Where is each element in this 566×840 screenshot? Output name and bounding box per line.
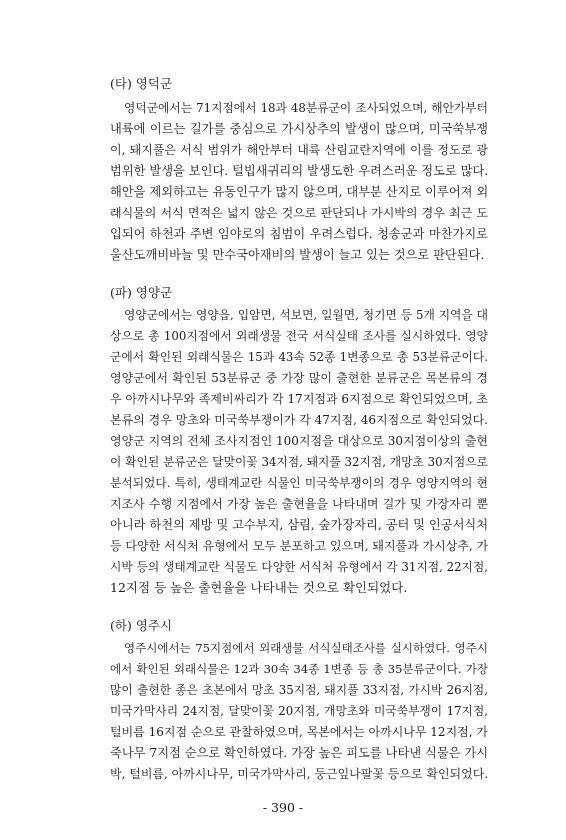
paragraph-line: 에서 확인된 외래식물은 12과 30속 34종 1변종 등 총 35분류군이다. 가장: [110, 662, 488, 676]
paragraph-line: 영양군 지역의 전체 조사지점인 100지점을 대상으로 30지점이상의 출현: [110, 434, 488, 448]
paragraph-line: 12지점 등 높은 출현율을 나타내는 것으로 확인되었다.: [110, 580, 408, 595]
paragraph-line: 이, 돼지풀은 서식 범위가 해안부터 내륙 산림교란지역에 이를 정도로 광: [110, 143, 488, 157]
section-heading-yeongdeok: (타) 영덕군: [110, 76, 173, 91]
paragraph-line: 미국가막사리 24지점, 달맞이꽃 20지점, 개망초와 미국쑥부쟁이 17지점,: [110, 704, 488, 718]
paragraph-line: 박, 털비름, 아까시나무, 미국가막사리, 둥근잎나팔꽃 등으로 확인되었다.: [110, 767, 488, 781]
paragraph-line: 해안을 제외하고는 유동인구가 많지 않으며, 대부분 산지로 이루어져 외: [110, 185, 488, 199]
paragraph-line: 지조사 수행 지점에서 가장 높은 출현율을 나타내며 길가 및 가장자리 뿐: [110, 497, 488, 511]
paragraph-line: 아니라 하천의 제방 및 고수부지, 삼림, 숲가장자리, 공터 및 인공서식처: [110, 518, 488, 532]
paragraph-line: 군에서 확인된 외래식물은 15과 43속 52종 1변종으로 총 53분류군이다.: [110, 350, 488, 364]
paragraph-line: 털비름 16지점 순으로 관찰하였으며, 목본에서는 아까시나무 12지점, 가: [110, 725, 488, 739]
paragraph-line: 영양군에서 확인된 53분류군 중 가장 많이 출현한 분류군은 목본류의 경: [110, 371, 488, 385]
paragraph-line: 영양군에서는 영양읍, 입암면, 석보면, 일월면, 청기면 등 5개 지역을 대: [124, 308, 488, 322]
paragraph-line: 울산도깨비바늘 및 만수국아재비의 발생이 늘고 있는 것으로 판단된다.: [110, 248, 485, 262]
paragraph-line: 영주시에서는 75지점에서 외래생물 서식실태조사를 실시하였다. 영주시: [124, 641, 488, 655]
paragraph-line: 죽나무 7지점 순으로 확인하였다. 가장 높은 피도를 나타낸 식물은 가시: [110, 746, 488, 760]
paragraph-line: 내륙에 이르는 길가를 중심으로 가시상추의 발생이 많으며, 미국쑥부쟁: [110, 122, 488, 136]
paragraph-line: 영덕군에서는 71지점에서 18과 48분류군이 조사되었으며, 해안가부터: [124, 101, 488, 115]
paragraph-line: 래식물의 서식 면적은 넓지 않은 것으로 판단되나 가시박의 경우 최근 도: [110, 206, 488, 220]
paragraph-line: 분석되었다. 특히, 생태계교란 식물인 미국쑥부쟁이의 경우 영양지역의 현: [110, 476, 488, 490]
paragraph-line: 범위한 발생을 보인다. 털빕새귀리의 발생도한 우려스러운 정도로 많다.: [110, 164, 488, 178]
paragraph-line: 등 다양한 서식처 유형에서 모두 분포하고 있으며, 돼지풀과 가시상추, 가: [110, 539, 488, 553]
paragraph-line: 상으로 총 100지점에서 외래생물 전국 서식실태 조사를 실시하였다. 영양: [110, 329, 488, 343]
paragraph-line: 시박 등의 생태계교란 식물도 다양한 서식처 유형에서 각 31지점, 22지점,: [110, 560, 488, 574]
paragraph-line: 우 아까시나무와 족제비싸리가 각 17지점과 6지점으로 확인되었으며, 초: [110, 392, 488, 406]
paragraph-line: 입되어 하천과 주변 임야로의 침범이 우려스럽다. 청송군과 마찬가지로: [110, 227, 488, 241]
paragraph-line: 이 확인된 분류군은 달맞이꽃 34지점, 돼지풀 32지점, 개망초 30지점으로: [110, 455, 488, 469]
section-heading-yeongyang: (파) 영양군: [110, 285, 173, 300]
paragraph-line: 많이 출현한 종은 초본에서 망초 35지점, 돼지풀 33지점, 가시박 26지점,: [110, 683, 488, 697]
section-heading-yeongju: (하) 영주시: [110, 618, 173, 633]
paragraph-line: 본류의 경우 망초와 미국쑥부쟁이가 각 47지점, 46지점으로 확인되었다.: [110, 413, 488, 427]
page-number: - 390 -: [262, 800, 304, 815]
